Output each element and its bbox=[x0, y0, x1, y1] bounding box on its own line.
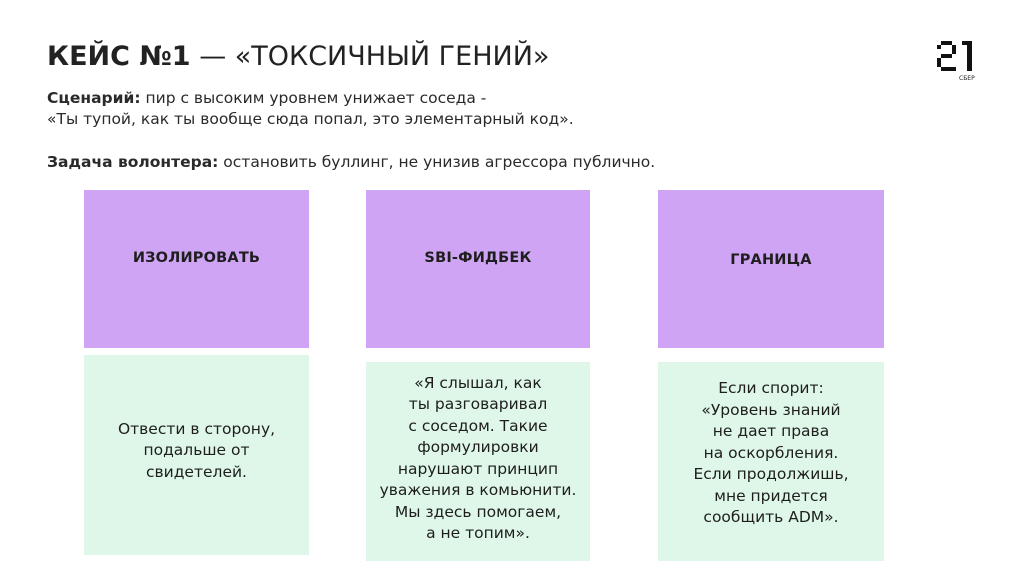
sbi-feedback-body-card bbox=[366, 362, 590, 561]
isolate-heading: ИЗОЛИРОВАТЬ bbox=[132, 250, 261, 266]
scenario-text: пир с высоким уровнем унижает соседа - bbox=[140, 89, 487, 107]
school-21-logo-icon bbox=[937, 41, 985, 85]
isolate-body-card bbox=[84, 355, 309, 555]
slide-title-topic: — «ТОКСИЧНЫЙ ГЕНИЙ» bbox=[190, 41, 550, 72]
scenario-quote: «Ты тупой, как ты вообще сюда попал, это элементарный код». bbox=[47, 110, 574, 128]
boundary-heading: ГРАНИЦА bbox=[730, 252, 812, 268]
slide-title bbox=[47, 40, 549, 74]
slide-title-case-number: КЕЙС №1 bbox=[47, 41, 191, 72]
sbi-feedback-heading-card bbox=[366, 190, 590, 348]
scenario-label: Сценарий: bbox=[47, 89, 141, 107]
school-21-logo-glyph-icon bbox=[937, 41, 977, 75]
sber-logo-label: СБЕР bbox=[959, 75, 975, 82]
scenario-line-1 bbox=[47, 88, 574, 109]
task-text: остановить буллинг, не унизив агрессора публично. bbox=[218, 153, 656, 171]
sbi-feedback-heading: SBI-ФИДБЕК bbox=[424, 250, 532, 266]
sbi-feedback-body-text: «Я слышал, как ты разговаривал с соседом. Такие формулировки нарушают принцип уважения в комьюнити. Мы здесь помогаем, а не топим». bbox=[379, 373, 577, 542]
task-label: Задача волонтера: bbox=[47, 153, 219, 171]
isolate-heading-card bbox=[84, 190, 309, 348]
isolate-body-text: Отвести в сторону, подальше от свидетелей. bbox=[117, 419, 276, 481]
scenario-block bbox=[47, 88, 574, 130]
boundary-body-card bbox=[658, 362, 884, 561]
boundary-body-text: Если спорит: «Уровень знаний не дает права на оскорбления. Если продолжишь, мне придется сообщить ADM». bbox=[693, 379, 849, 527]
boundary-heading-card bbox=[658, 190, 884, 348]
task-block bbox=[47, 152, 655, 173]
